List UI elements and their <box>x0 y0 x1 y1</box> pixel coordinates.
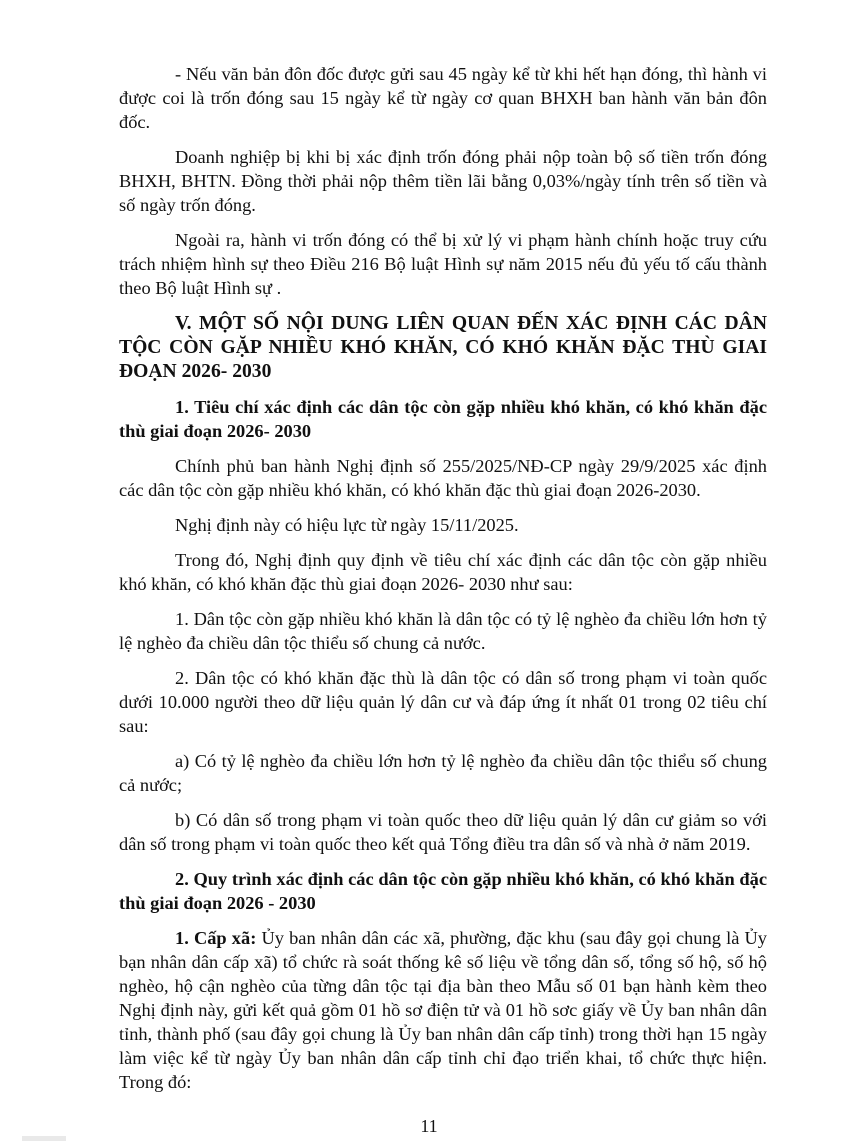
paragraph-criterion-2b: b) Có dân số trong phạm vi toàn quốc theo dữ liệu quản lý dân cư giảm so với dân số trong phạm vi toàn quốc theo kết quả Tổng điều tra dân số và nhà ở năm 2019. <box>119 810 767 854</box>
paragraph-criterion-2: 2. Dân tộc có khó khăn đặc thù là dân tộc có dân số trong phạm vi toàn quốc dưới 10.000 người theo dữ liệu quản lý dân cư và đáp ứng ít nhất 01 trong 02 tiêu chí sau: <box>119 668 767 736</box>
paragraph-decree-effective: Nghị định này có hiệu lực từ ngày 15/11/2025. <box>175 515 519 535</box>
page-number: 11 <box>420 1116 438 1136</box>
paragraph-decree-issued: Chính phủ ban hành Nghị định số 255/2025/NĐ-CP ngày 29/9/2025 xác định các dân tộc còn gặp nhiều khó khăn, có khó khăn đặc thù giai đoạn 2026-2030. <box>119 456 767 500</box>
subsection-2-heading: 2. Quy trình xác định các dân tộc còn gặp nhiều khó khăn, có khó khăn đặc thù giai đoạn 2026 - 2030 <box>119 869 767 913</box>
paragraph-criminal-liability: Ngoài ra, hành vi trốn đóng có thể bị xử lý vi phạm hành chính hoặc truy cứu trách nhiệm hình sự theo Điều 216 Bộ luật Hình sự năm 2015 nếu đủ yếu tố cấu thành theo Bộ luật Hình sự . <box>119 230 767 298</box>
section-v-heading: V. MỘT SỐ NỘI DUNG LIÊN QUAN ĐẾN XÁC ĐỊNH CÁC DÂN TỘC CÒN GẶP NHIỀU KHÓ KHĂN, CÓ KHÓ KHĂN ĐẶC THÙ GIAI ĐOẠN 2026- 2030 <box>119 313 767 382</box>
paragraph-evasion-penalty: Doanh nghiệp bị khi bị xác định trốn đóng phải nộp toàn bộ số tiền trốn đóng BHXH, BHTN. Đồng thời phải nộp thêm tiền lãi bằng 0,03%/ngày tính trên số tiền và số ngày trốn đóng. <box>119 147 767 215</box>
scan-corner-mark <box>22 1136 66 1141</box>
paragraph-late-notice: - Nếu văn bản đôn đốc được gửi sau 45 ngày kể từ khi hết hạn đóng, thì hành vi được coi là trốn đóng sau 15 ngày kể từ ngày cơ quan BHXH ban hành văn bản đôn đốc. <box>119 64 767 132</box>
subsection-1-heading: 1. Tiêu chí xác định các dân tộc còn gặp nhiều khó khăn, có khó khăn đặc thù giai đoạn 2026- 2030 <box>119 397 767 441</box>
paragraph-criteria-intro: Trong đó, Nghị định quy định về tiêu chí xác định các dân tộc còn gặp nhiều khó khăn, có khó khăn đặc thù giai đoạn 2026- 2030 như sau: <box>119 550 767 594</box>
paragraph-criterion-1: 1. Dân tộc còn gặp nhiều khó khăn là dân tộc có tỷ lệ nghèo đa chiều lớn hơn tỷ lệ nghèo đa chiều dân tộc thiểu số chung cả nước. <box>119 609 767 653</box>
paragraph-criterion-2a: a) Có tỷ lệ nghèo đa chiều lớn hơn tỷ lệ nghèo đa chiều dân tộc thiểu số chung cả nước; <box>119 751 767 795</box>
paragraph-commune-level <box>119 926 767 1094</box>
page-content <box>119 62 767 1094</box>
commune-level-label: 1. Cấp xã: <box>175 928 257 948</box>
commune-level-text: Ủy ban nhân dân các xã, phường, đặc khu (sau đây gọi chung là Ủy bạn nhân dân cấp xã) tổ chức rà soát thống kê số liệu về tổng dân số, tổng số hộ, số hộ nghèo, hộ cận nghèo của từng dân tộc tại địa bàn theo Mẫu số 01 bạn hành kèm theo Nghị định này, gửi kết quả gồm 01 hồ sơ điện tử và 01 hồ sơc giấy về Ủy ban nhân dân tỉnh, thành phố (sau đây gọi chung là Ủy ban nhân dân cấp tỉnh) trong thời hạn 15 ngày làm việc kể từ ngày Ủy ban nhân dân cấp tỉnh chỉ đạo triển khai, tổ chức thực hiện. Trong đó: <box>119 928 767 1092</box>
